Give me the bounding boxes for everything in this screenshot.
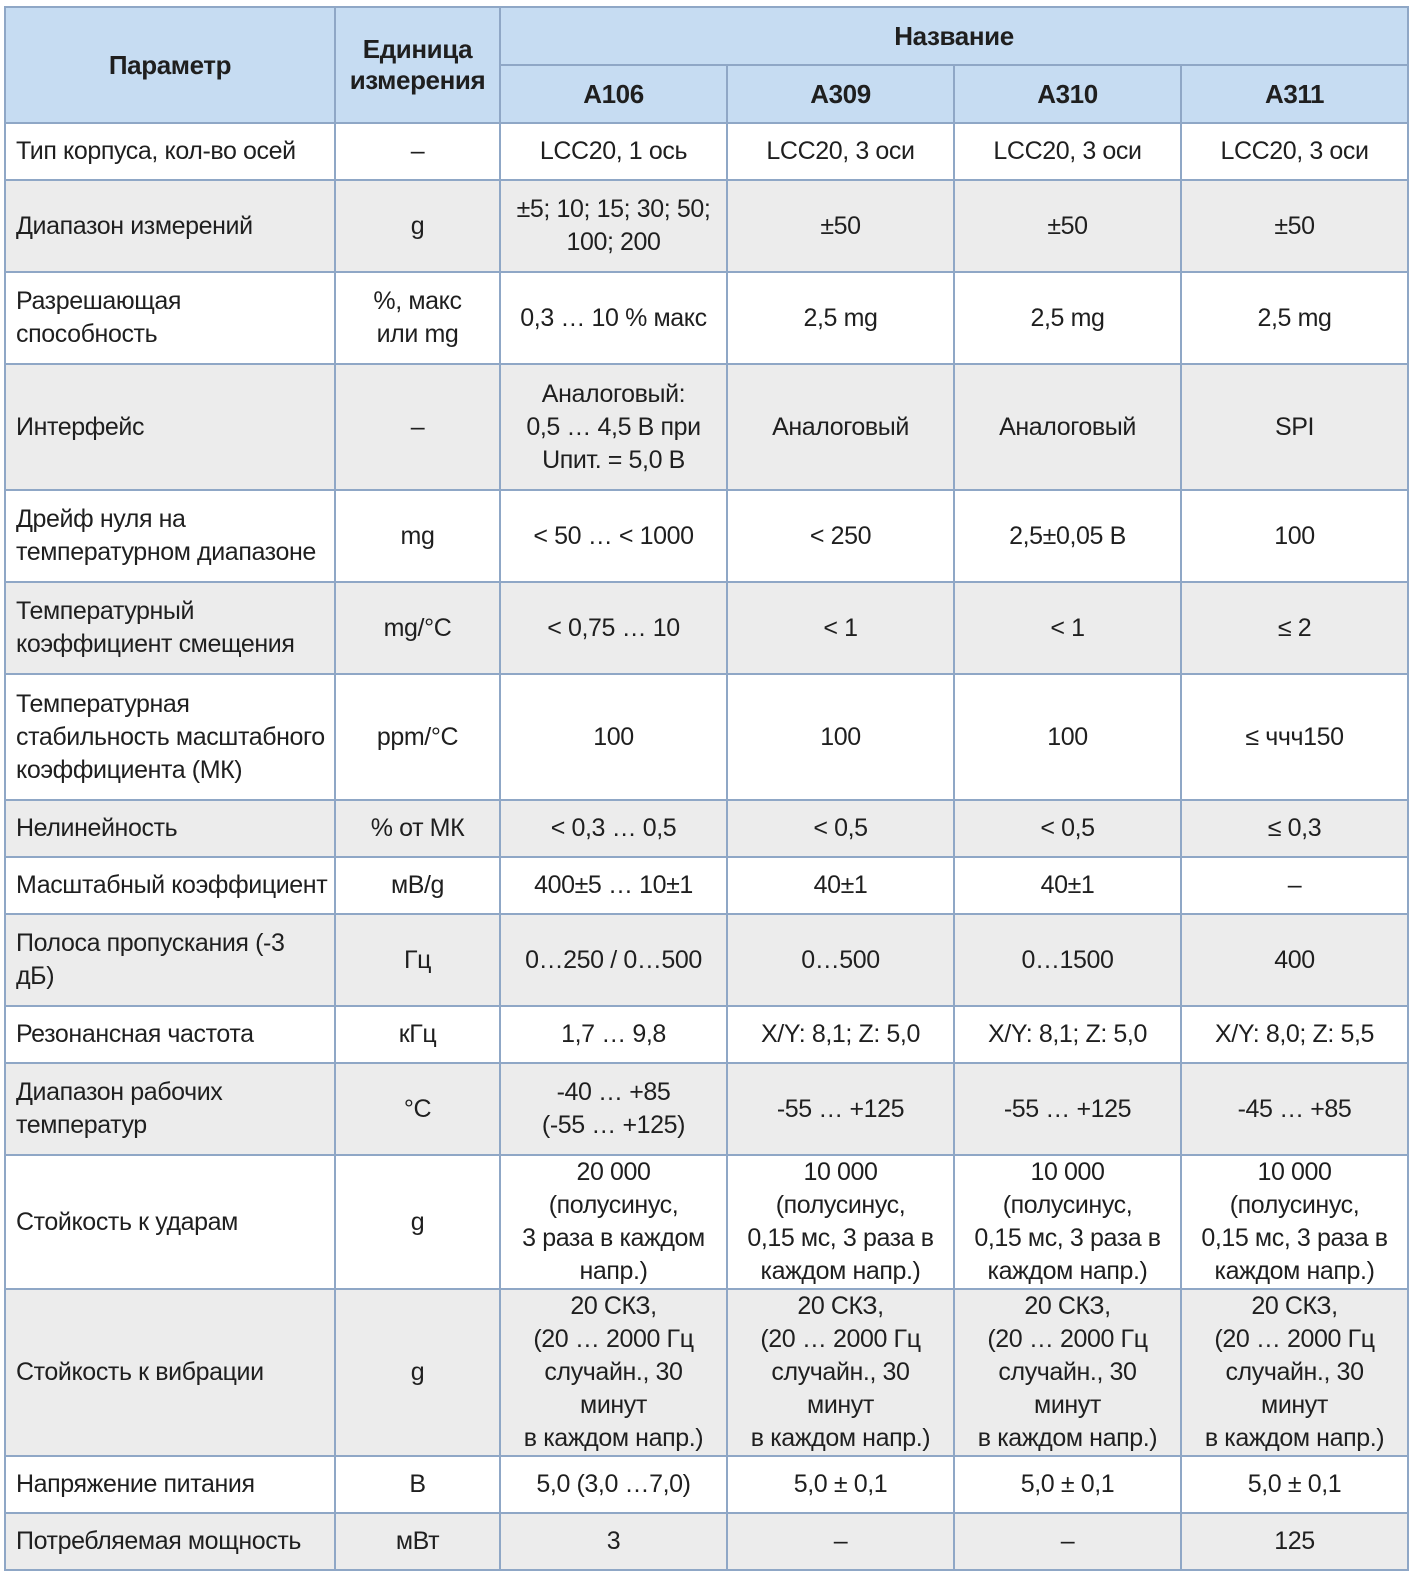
- value-cell: -55 … +125: [954, 1063, 1181, 1155]
- value-cell: 100: [727, 674, 954, 800]
- value-cell: 2,5 mg: [727, 272, 954, 364]
- value-cell: Аналоговый: 0,5 … 4,5 В при Uпит. = 5,0 В: [500, 364, 727, 490]
- value-cell: 400: [1181, 914, 1408, 1006]
- value-cell: < 0,5: [954, 800, 1181, 857]
- param-cell: Тип корпуса, кол-во осей: [5, 123, 335, 180]
- param-cell: Интерфейс: [5, 364, 335, 490]
- value-cell: < 1: [727, 582, 954, 674]
- value-cell: 20 000 (полусинус, 3 раза в каждом напр.): [500, 1155, 727, 1289]
- table-row: [5, 272, 1408, 364]
- spec-table-container: [4, 6, 1409, 1571]
- unit-cell: –: [335, 364, 500, 490]
- header-model: А311: [1181, 65, 1408, 123]
- value-cell: Аналоговый: [954, 364, 1181, 490]
- unit-cell: g: [335, 180, 500, 272]
- value-cell: ≤ 0,3: [1181, 800, 1408, 857]
- param-cell: Температурная стабильность масштабного коэффициента (МК): [5, 674, 335, 800]
- table-row: [5, 1155, 1408, 1289]
- unit-cell: мВ/g: [335, 857, 500, 914]
- value-cell: 0…250 / 0…500: [500, 914, 727, 1006]
- unit-cell: мВт: [335, 1513, 500, 1570]
- value-cell: 125: [1181, 1513, 1408, 1570]
- value-cell: –: [1181, 857, 1408, 914]
- param-cell: Дрейф нуля на температурном диапазоне: [5, 490, 335, 582]
- unit-cell: mg/°C: [335, 582, 500, 674]
- value-cell: 20 СКЗ, (20 … 2000 Гц случайн., 30 минут в каждом напр.): [727, 1289, 954, 1456]
- value-cell: 5,0 ± 0,1: [727, 1456, 954, 1513]
- table-row: [5, 1513, 1408, 1570]
- param-cell: Резонансная частота: [5, 1006, 335, 1063]
- value-cell: 100: [1181, 490, 1408, 582]
- value-cell: 5,0 ± 0,1: [954, 1456, 1181, 1513]
- unit-cell: g: [335, 1289, 500, 1456]
- value-cell: LCC20, 3 оси: [1181, 123, 1408, 180]
- header-param: Параметр: [5, 7, 335, 123]
- value-cell: < 50 … < 1000: [500, 490, 727, 582]
- table-row: [5, 674, 1408, 800]
- value-cell: X/Y: 8,1; Z: 5,0: [727, 1006, 954, 1063]
- param-cell: Масштабный коэффициент: [5, 857, 335, 914]
- value-cell: 0…500: [727, 914, 954, 1006]
- value-cell: 20 СКЗ, (20 … 2000 Гц случайн., 30 минут в каждом напр.): [500, 1289, 727, 1456]
- value-cell: 400±5 … 10±1: [500, 857, 727, 914]
- param-cell: Диапазон рабочих температур: [5, 1063, 335, 1155]
- param-cell: Стойкость к ударам: [5, 1155, 335, 1289]
- value-cell: 2,5 mg: [1181, 272, 1408, 364]
- header-unit: Единица измерения: [335, 7, 500, 123]
- value-cell: 5,0 ± 0,1: [1181, 1456, 1408, 1513]
- table-row: [5, 1456, 1408, 1513]
- table-row: [5, 914, 1408, 1006]
- table-row: [5, 582, 1408, 674]
- value-cell: X/Y: 8,0; Z: 5,5: [1181, 1006, 1408, 1063]
- value-cell: 10 000 (полусинус, 0,15 мс, 3 раза в каждом напр.): [1181, 1155, 1408, 1289]
- unit-cell: g: [335, 1155, 500, 1289]
- unit-cell: %, макс или mg: [335, 272, 500, 364]
- value-cell: LCC20, 1 ось: [500, 123, 727, 180]
- unit-cell: кГц: [335, 1006, 500, 1063]
- header-model: А310: [954, 65, 1181, 123]
- table-row: [5, 1006, 1408, 1063]
- value-cell: 40±1: [954, 857, 1181, 914]
- unit-cell: В: [335, 1456, 500, 1513]
- header-row-1: [5, 7, 1408, 65]
- value-cell: ±5; 10; 15; 30; 50; 100; 200: [500, 180, 727, 272]
- value-cell: 3: [500, 1513, 727, 1570]
- value-cell: < 1: [954, 582, 1181, 674]
- table-row: [5, 123, 1408, 180]
- value-cell: 20 СКЗ, (20 … 2000 Гц случайн., 30 минут в каждом напр.): [954, 1289, 1181, 1456]
- value-cell: 0…1500: [954, 914, 1181, 1006]
- unit-cell: –: [335, 123, 500, 180]
- unit-cell: % от МК: [335, 800, 500, 857]
- table-row: [5, 857, 1408, 914]
- table-row: [5, 364, 1408, 490]
- param-cell: Стойкость к вибрации: [5, 1289, 335, 1456]
- value-cell: 10 000 (полусинус, 0,15 мс, 3 раза в каждом напр.): [727, 1155, 954, 1289]
- value-cell: ±50: [954, 180, 1181, 272]
- value-cell: -45 … +85: [1181, 1063, 1408, 1155]
- param-cell: Диапазон измерений: [5, 180, 335, 272]
- value-cell: ≤ 2: [1181, 582, 1408, 674]
- table-row: [5, 800, 1408, 857]
- table-row: [5, 180, 1408, 272]
- value-cell: 100: [954, 674, 1181, 800]
- value-cell: 2,5 mg: [954, 272, 1181, 364]
- value-cell: X/Y: 8,1; Z: 5,0: [954, 1006, 1181, 1063]
- value-cell: < 0,75 … 10: [500, 582, 727, 674]
- value-cell: < 250: [727, 490, 954, 582]
- table-row: [5, 490, 1408, 582]
- param-cell: Полоса пропускания (-3 дБ): [5, 914, 335, 1006]
- value-cell: -55 … +125: [727, 1063, 954, 1155]
- value-cell: Аналоговый: [727, 364, 954, 490]
- unit-cell: mg: [335, 490, 500, 582]
- value-cell: ±50: [1181, 180, 1408, 272]
- unit-cell: °C: [335, 1063, 500, 1155]
- param-cell: Разрешающая способность: [5, 272, 335, 364]
- value-cell: < 0,3 … 0,5: [500, 800, 727, 857]
- header-model: А106: [500, 65, 727, 123]
- value-cell: 10 000 (полусинус, 0,15 мс, 3 раза в каждом напр.): [954, 1155, 1181, 1289]
- table-row: [5, 1063, 1408, 1155]
- value-cell: 100: [500, 674, 727, 800]
- param-cell: Температурный коэффициент смещения: [5, 582, 335, 674]
- value-cell: 40±1: [727, 857, 954, 914]
- value-cell: 2,5±0,05 В: [954, 490, 1181, 582]
- unit-cell: Гц: [335, 914, 500, 1006]
- param-cell: Нелинейность: [5, 800, 335, 857]
- header-model: А309: [727, 65, 954, 123]
- value-cell: 5,0 (3,0 …7,0): [500, 1456, 727, 1513]
- value-cell: -40 … +85 (-55 … +125): [500, 1063, 727, 1155]
- value-cell: LCC20, 3 оси: [954, 123, 1181, 180]
- value-cell: –: [954, 1513, 1181, 1570]
- value-cell: < 0,5: [727, 800, 954, 857]
- value-cell: 0,3 … 10 % макс: [500, 272, 727, 364]
- table-row: [5, 1289, 1408, 1456]
- value-cell: 1,7 … 9,8: [500, 1006, 727, 1063]
- param-cell: Напряжение питания: [5, 1456, 335, 1513]
- header-name-group: Название: [500, 7, 1408, 65]
- value-cell: LCC20, 3 оси: [727, 123, 954, 180]
- value-cell: ±50: [727, 180, 954, 272]
- value-cell: ≤ ччч150: [1181, 674, 1408, 800]
- value-cell: –: [727, 1513, 954, 1570]
- unit-cell: ppm/°C: [335, 674, 500, 800]
- value-cell: 20 СКЗ, (20 … 2000 Гц случайн., 30 минут в каждом напр.): [1181, 1289, 1408, 1456]
- accelerometer-spec-table: [4, 6, 1409, 1571]
- value-cell: SPI: [1181, 364, 1408, 490]
- param-cell: Потребляемая мощность: [5, 1513, 335, 1570]
